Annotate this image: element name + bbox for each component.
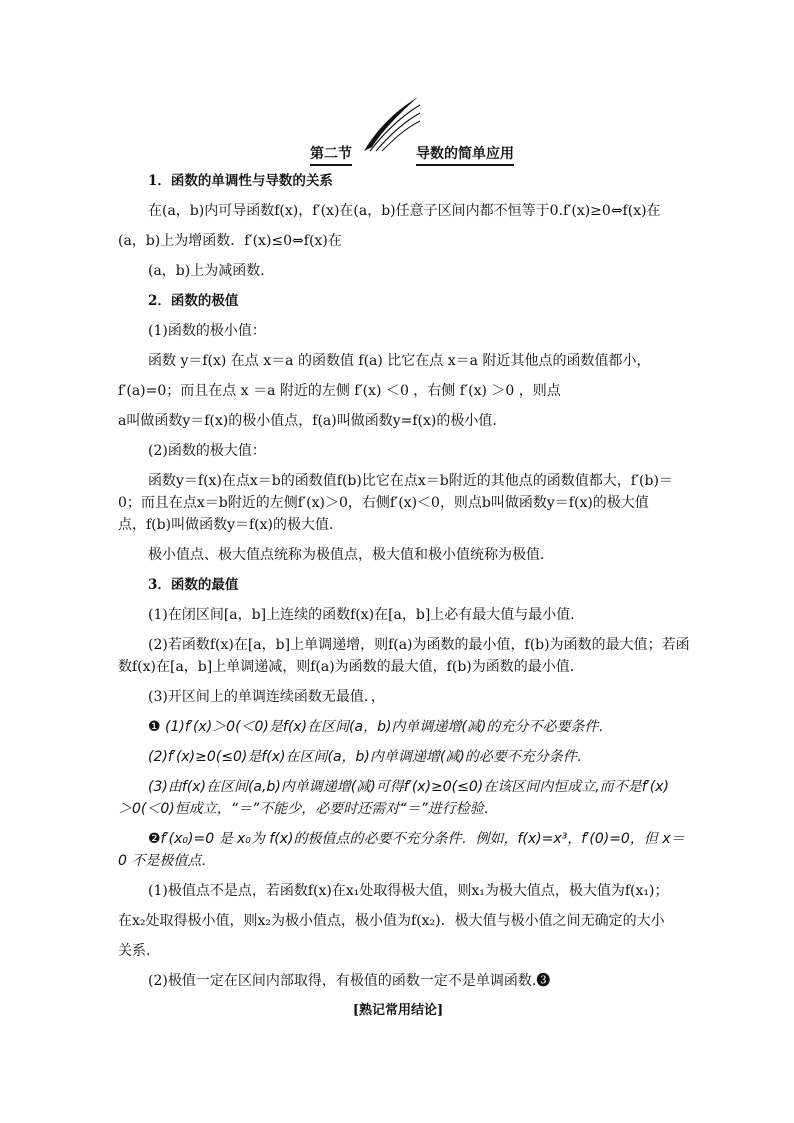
footer-heading: [熟记常用结论] <box>352 1003 444 1018</box>
quill-swoosh-icon <box>362 95 422 153</box>
subheading-minimum: (1)函数的极小值： <box>148 323 266 339</box>
paragraph-line: 点，f(b)叫做函数y＝f(x)的极大值． <box>118 517 343 533</box>
paragraph-line: 数f(x)在[a，b]上单调递减，则f(a)为函数的最大值，f(b)为函数的最小值． <box>118 659 584 675</box>
subheading-maximum: (2)函数的极大值： <box>148 443 266 459</box>
note-line: ＞0(＜0)恒成立，“＝”不能少，必要时还需对“＝”进行检验． <box>118 801 498 817</box>
paragraph-line: a叫做函数y＝f(x)的极小值点，f(a)叫做函数y=f(x)的极小值． <box>118 413 507 429</box>
title-section-name: 导数的简单应用 <box>416 143 514 166</box>
paragraph-line: (a，b)上为减函数． <box>148 263 275 279</box>
note-text: (1)f′(x)＞0(＜0)是f(x)在区间(a，b)内单调递增(减)的充分不必要条件． <box>160 719 613 735</box>
paragraph-line: (a，b)上为增函数．f′(x)≤0⇔f(x)在 <box>118 233 342 249</box>
paragraph-line: (1)在闭区间[a，b]上连续的函数f(x)在[a，b]上必有最大值与最小值． <box>148 607 585 623</box>
section-title <box>300 95 530 165</box>
paragraph-line: f′(a)=0；而且在点 x ＝a 附近的左侧 f′(x) ＜0 ，右侧 f′(x) ＞0 ，则点 <box>118 383 561 399</box>
paragraph-line: 函数y＝f(x)在点x＝b的函数值f(b)比它在点x＝b附近的其他点的函数值都大，f′(b)＝ <box>148 473 673 489</box>
note-mark: ❶ <box>148 719 161 735</box>
paragraph-line: 在(a，b)内可导函数f(x)，f′(x)在(a，b)任意子区间内都不恒等于0.f′(x)≥0⇔f(x)在 <box>148 203 661 219</box>
paragraph-line: (2)若函数f(x)在[a，b]上单调递增，则f(a)为函数的最小值，f(b)为函数的最大值；若函 <box>148 637 690 653</box>
note-line: 0 不是极值点． <box>118 853 216 869</box>
heading-max-min: 3．函数的最值 <box>148 577 239 593</box>
document-body <box>118 170 690 1022</box>
paragraph-line: (1)极值点不是点，若函数f(x)在x₁处取得极大值，则x₁为极大值点，极大值为f(x₁)； <box>148 883 669 899</box>
paragraph-line: (2)极值一定在区间内部取得，有极值的函数一定不是单调函数.❸ <box>148 973 551 989</box>
note-line <box>118 716 678 738</box>
paragraph-line: 0；而且在点x＝b附近的左侧f′(x)＞0，右侧f′(x)＜0，则点b叫做函数y＝f(x)的极大值 <box>118 495 649 511</box>
paragraph-line: 在x₂处取得极小值，则x₂为极小值点，极小值为f(x₂)．极大值与极小值之间无确定的大小 <box>118 913 665 929</box>
heading-extremum: 2．函数的极值 <box>148 293 239 309</box>
title-section-number: 第二节 <box>310 143 352 166</box>
note-line: ❷f′(x₀)=0 是 x₀为 f(x)的极值点的必要不充分条件．例如，f(x)=x³，f′(0)=0，但 x＝ <box>148 831 685 847</box>
paragraph-line: (3)开区间上的单调连续函数无最值．， <box>148 689 385 705</box>
paragraph-line: 关系． <box>118 943 160 959</box>
note-line: (3)由f(x)在区间(a,b)内单调递增(减)可得f′(x)≥0(≤0)在该区间内恒成立,而不是f′(x) <box>148 779 670 795</box>
heading-monotonicity: 1．函数的单调性与导数的关系 <box>148 173 333 189</box>
note-line: (2)f′(x)≥0(≤0)是f(x)在区间(a，b)内单调递增(减)的必要不充分条件． <box>148 749 591 765</box>
paragraph-line: 极小值点、极大值点统称为极值点，极大值和极小值统称为极值． <box>148 547 554 563</box>
paragraph-line: 函数 y＝f(x) 在点 x＝a 的函数值 f(a) 比它在点 x＝a 附近其他点的函数值都小， <box>148 353 651 369</box>
